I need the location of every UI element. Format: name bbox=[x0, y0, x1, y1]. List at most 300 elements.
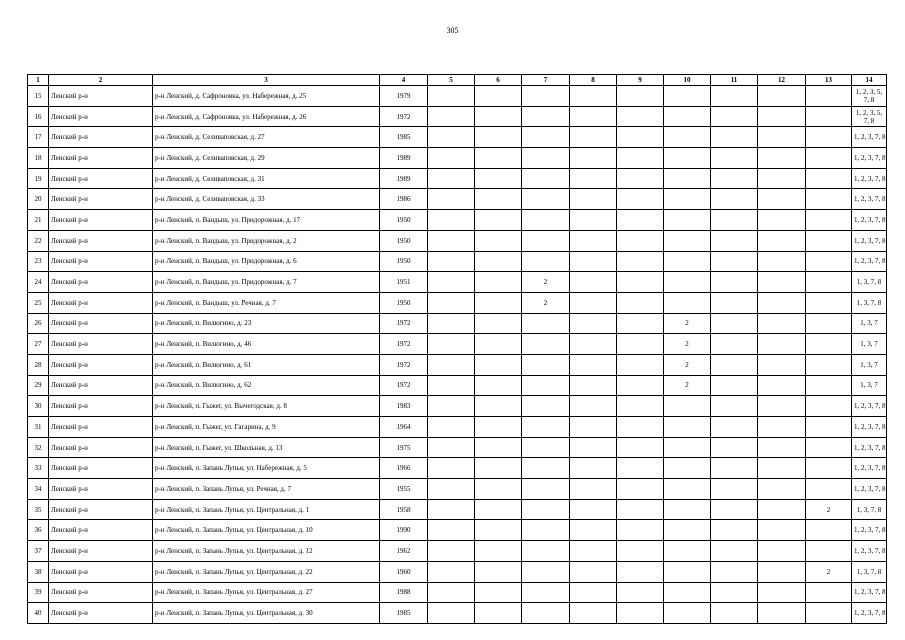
table-cell-col-7 bbox=[522, 251, 570, 272]
table-cell-col-7 bbox=[522, 210, 570, 231]
table-cell-col-3: р-н Ленский, д. Селиваповская, д. 33 bbox=[153, 189, 380, 210]
table-cell-col-10: 2 bbox=[664, 334, 711, 355]
table-cell-col-13 bbox=[806, 354, 852, 375]
table-cell-col-4: 1989 bbox=[380, 168, 428, 189]
table-cell-col-7 bbox=[522, 334, 570, 355]
table-cell-col-8 bbox=[570, 541, 617, 562]
table-cell-col-3: р-н Ленский, д. Сафроновка, ул. Набережная, д. 26 bbox=[153, 106, 380, 127]
table-cell-col-14: 1, 2, 3, 7, 8 bbox=[852, 417, 887, 438]
table-cell-col-10 bbox=[664, 437, 711, 458]
table-cell-col-8 bbox=[570, 396, 617, 417]
column-header-14: 14 bbox=[852, 75, 887, 86]
table-cell-col-12 bbox=[758, 251, 806, 272]
table-cell-col-11 bbox=[711, 417, 758, 438]
table-cell-col-8 bbox=[570, 313, 617, 334]
table-cell-col-5 bbox=[428, 582, 475, 603]
table-cell-col-12 bbox=[758, 127, 806, 148]
table-cell-col-14: 1, 2, 3, 7, 8 bbox=[852, 189, 887, 210]
table-cell-col-5 bbox=[428, 148, 475, 169]
table-cell-col-8 bbox=[570, 168, 617, 189]
table-cell-col-10 bbox=[664, 541, 711, 562]
column-header-7: 7 bbox=[522, 75, 570, 86]
table-cell-col-6 bbox=[475, 189, 522, 210]
table-cell-col-11 bbox=[711, 354, 758, 375]
table-cell-col-6 bbox=[475, 396, 522, 417]
table-cell-col-7: 2 bbox=[522, 272, 570, 293]
table-cell-col-10 bbox=[664, 458, 711, 479]
table-cell-col-1: 28 bbox=[28, 354, 49, 375]
table-cell-col-3: р-н Ленский, п. Вандыш, ул. Придорожная, д. 7 bbox=[153, 272, 380, 293]
table-cell-col-1: 22 bbox=[28, 230, 49, 251]
table-cell-col-8 bbox=[570, 479, 617, 500]
table-cell-col-3: р-н Ленский, п. Запань Лупья, ул. Центральная, д. 30 bbox=[153, 603, 380, 624]
table-cell-col-3: р-н Ленский, п. Запань Лупья, ул. Центральная, д. 22 bbox=[153, 561, 380, 582]
table-cell-col-5 bbox=[428, 417, 475, 438]
table-cell-col-13 bbox=[806, 396, 852, 417]
table-cell-col-9 bbox=[617, 354, 664, 375]
table-cell-col-4: 1986 bbox=[380, 189, 428, 210]
table-cell-col-6 bbox=[475, 561, 522, 582]
table-cell-col-8 bbox=[570, 603, 617, 624]
table-cell-col-14: 1, 2, 3, 7, 8 bbox=[852, 603, 887, 624]
table-cell-col-13 bbox=[806, 148, 852, 169]
table-row bbox=[28, 189, 887, 210]
table-cell-col-9 bbox=[617, 499, 664, 520]
table-cell-col-14: 1, 3, 7, 8 bbox=[852, 561, 887, 582]
table-cell-col-1: 38 bbox=[28, 561, 49, 582]
table-cell-col-6 bbox=[475, 603, 522, 624]
table-cell-col-13 bbox=[806, 168, 852, 189]
table-cell-col-13 bbox=[806, 251, 852, 272]
table-cell-col-7 bbox=[522, 168, 570, 189]
table-cell-col-10: 2 bbox=[664, 354, 711, 375]
table-cell-col-2: Ленский р-н bbox=[49, 106, 153, 127]
table-cell-col-5 bbox=[428, 479, 475, 500]
table-cell-col-4: 1950 bbox=[380, 292, 428, 313]
table-cell-col-9 bbox=[617, 189, 664, 210]
table-cell-col-8 bbox=[570, 354, 617, 375]
table-cell-col-10 bbox=[664, 292, 711, 313]
table-cell-col-1: 34 bbox=[28, 479, 49, 500]
table-cell-col-14: 1, 2, 3, 7, 8 bbox=[852, 148, 887, 169]
table-cell-col-8 bbox=[570, 189, 617, 210]
table-cell-col-10 bbox=[664, 168, 711, 189]
table-row bbox=[28, 375, 887, 396]
table-row bbox=[28, 313, 887, 334]
table-cell-col-7 bbox=[522, 458, 570, 479]
table-cell-col-13 bbox=[806, 86, 852, 107]
table-cell-col-13: 2 bbox=[806, 499, 852, 520]
table-cell-col-4: 1972 bbox=[380, 354, 428, 375]
column-header-2: 2 bbox=[49, 75, 153, 86]
table-cell-col-3: р-н Ленский, п. Вилюгино, д. 61 bbox=[153, 354, 380, 375]
table-cell-col-5 bbox=[428, 292, 475, 313]
table-cell-col-9 bbox=[617, 396, 664, 417]
table-cell-col-2: Ленский р-н bbox=[49, 189, 153, 210]
table-cell-col-6 bbox=[475, 272, 522, 293]
table-cell-col-8 bbox=[570, 437, 617, 458]
table-cell-col-11 bbox=[711, 396, 758, 417]
table-cell-col-4: 1979 bbox=[380, 86, 428, 107]
table-cell-col-5 bbox=[428, 603, 475, 624]
table-cell-col-2: Ленский р-н bbox=[49, 86, 153, 107]
table-cell-col-9 bbox=[617, 86, 664, 107]
table-cell-col-6 bbox=[475, 437, 522, 458]
table-cell-col-5 bbox=[428, 520, 475, 541]
table-cell-col-8 bbox=[570, 499, 617, 520]
table-row bbox=[28, 106, 887, 127]
table-cell-col-14: 1, 2, 3, 7, 8 bbox=[852, 582, 887, 603]
table-row bbox=[28, 354, 887, 375]
table-cell-col-3: р-н Ленский, п. Запань Лупья, ул. Центральная, д. 27 bbox=[153, 582, 380, 603]
table-row bbox=[28, 520, 887, 541]
table-cell-col-14: 1, 2, 3, 7, 8 bbox=[852, 127, 887, 148]
table-cell-col-6 bbox=[475, 334, 522, 355]
table-cell-col-3: р-н Ленский, п. Вандыш, ул. Придорожная, д. 17 bbox=[153, 210, 380, 231]
table-cell-col-2: Ленский р-н bbox=[49, 396, 153, 417]
table-cell-col-6 bbox=[475, 292, 522, 313]
table-cell-col-12 bbox=[758, 582, 806, 603]
table-cell-col-12 bbox=[758, 541, 806, 562]
table-cell-col-12 bbox=[758, 458, 806, 479]
table-cell-col-8 bbox=[570, 251, 617, 272]
table-cell-col-1: 17 bbox=[28, 127, 49, 148]
table-cell-col-12 bbox=[758, 210, 806, 231]
table-cell-col-12 bbox=[758, 272, 806, 293]
table-cell-col-10 bbox=[664, 582, 711, 603]
table-cell-col-3: р-н Ленский, д. Селиваповская, д. 29 bbox=[153, 148, 380, 169]
table-cell-col-1: 20 bbox=[28, 189, 49, 210]
table-cell-col-2: Ленский р-н bbox=[49, 251, 153, 272]
table-cell-col-12 bbox=[758, 106, 806, 127]
table-cell-col-5 bbox=[428, 251, 475, 272]
table-cell-col-8 bbox=[570, 520, 617, 541]
table-cell-col-1: 18 bbox=[28, 148, 49, 169]
table-cell-col-13 bbox=[806, 520, 852, 541]
column-header-12: 12 bbox=[758, 75, 806, 86]
table-row bbox=[28, 479, 887, 500]
table-cell-col-2: Ленский р-н bbox=[49, 437, 153, 458]
table-cell-col-4: 1955 bbox=[380, 479, 428, 500]
table-cell-col-5 bbox=[428, 561, 475, 582]
table-cell-col-13 bbox=[806, 189, 852, 210]
table-cell-col-8 bbox=[570, 127, 617, 148]
table-cell-col-7 bbox=[522, 86, 570, 107]
table-cell-col-8 bbox=[570, 292, 617, 313]
table-cell-col-4: 1958 bbox=[380, 499, 428, 520]
table-cell-col-2: Ленский р-н bbox=[49, 520, 153, 541]
table-cell-col-1: 24 bbox=[28, 272, 49, 293]
table-cell-col-10 bbox=[664, 86, 711, 107]
table-row bbox=[28, 458, 887, 479]
table-cell-col-4: 1990 bbox=[380, 520, 428, 541]
table-cell-col-6 bbox=[475, 354, 522, 375]
table-cell-col-10 bbox=[664, 251, 711, 272]
table-cell-col-3: р-н Ленский, п. Вилюгино, д. 46 bbox=[153, 334, 380, 355]
column-header-3: 3 bbox=[153, 75, 380, 86]
table-cell-col-9 bbox=[617, 541, 664, 562]
table-cell-col-12 bbox=[758, 189, 806, 210]
table-cell-col-1: 23 bbox=[28, 251, 49, 272]
table-cell-col-1: 29 bbox=[28, 375, 49, 396]
table-cell-col-3: р-н Ленский, п. Запань Лупья, ул. Центральная, д. 12 bbox=[153, 541, 380, 562]
table-cell-col-9 bbox=[617, 251, 664, 272]
table-cell-col-1: 39 bbox=[28, 582, 49, 603]
table-cell-col-3: р-н Ленский, п. Гыжег, ул. Гагарина, д. 9 bbox=[153, 417, 380, 438]
table-cell-col-10 bbox=[664, 106, 711, 127]
table-cell-col-9 bbox=[617, 127, 664, 148]
table-cell-col-14: 1, 3, 7 bbox=[852, 313, 887, 334]
table-cell-col-1: 16 bbox=[28, 106, 49, 127]
table-cell-col-3: р-н Ленский, п. Запань Лупья, ул. Речная, д. 7 bbox=[153, 479, 380, 500]
table-cell-col-12 bbox=[758, 479, 806, 500]
table-cell-col-13 bbox=[806, 272, 852, 293]
table-cell-col-4: 1962 bbox=[380, 541, 428, 562]
table-cell-col-2: Ленский р-н bbox=[49, 417, 153, 438]
table-cell-col-7 bbox=[522, 230, 570, 251]
table-row bbox=[28, 86, 887, 107]
table-cell-col-7 bbox=[522, 396, 570, 417]
table-cell-col-11 bbox=[711, 520, 758, 541]
table-cell-col-6 bbox=[475, 417, 522, 438]
table-cell-col-9 bbox=[617, 375, 664, 396]
table-cell-col-11 bbox=[711, 541, 758, 562]
table-cell-col-6 bbox=[475, 479, 522, 500]
table-cell-col-3: р-н Ленский, д. Селиваповская, д. 27 bbox=[153, 127, 380, 148]
table-cell-col-9 bbox=[617, 272, 664, 293]
table-cell-col-4: 1972 bbox=[380, 313, 428, 334]
table-cell-col-14: 1, 2, 3, 7, 8 bbox=[852, 168, 887, 189]
table-cell-col-12 bbox=[758, 292, 806, 313]
table-cell-col-11 bbox=[711, 272, 758, 293]
table-cell-col-1: 33 bbox=[28, 458, 49, 479]
table-cell-col-9 bbox=[617, 582, 664, 603]
table-cell-col-8 bbox=[570, 375, 617, 396]
table-cell-col-7 bbox=[522, 582, 570, 603]
column-header-13: 13 bbox=[806, 75, 852, 86]
column-header-5: 5 bbox=[428, 75, 475, 86]
table-cell-col-14: 1, 2, 3, 5, 7, 8 bbox=[852, 86, 887, 107]
table-cell-col-12 bbox=[758, 354, 806, 375]
table-cell-col-14: 1, 2, 3, 7, 8 bbox=[852, 458, 887, 479]
table-cell-col-12 bbox=[758, 520, 806, 541]
table-cell-col-6 bbox=[475, 230, 522, 251]
table-cell-col-14: 1, 2, 3, 5, 7, 8 bbox=[852, 106, 887, 127]
table-cell-col-7 bbox=[522, 189, 570, 210]
table-cell-col-1: 26 bbox=[28, 313, 49, 334]
table-cell-col-11 bbox=[711, 127, 758, 148]
table-cell-col-9 bbox=[617, 313, 664, 334]
table-cell-col-1: 31 bbox=[28, 417, 49, 438]
table-cell-col-7 bbox=[522, 127, 570, 148]
table-cell-col-3: р-н Ленский, п. Запань Лупья, ул. Набережная, д. 5 bbox=[153, 458, 380, 479]
table-cell-col-5 bbox=[428, 396, 475, 417]
table-cell-col-9 bbox=[617, 520, 664, 541]
table-cell-col-9 bbox=[617, 437, 664, 458]
table-cell-col-2: Ленский р-н bbox=[49, 148, 153, 169]
table-cell-col-6 bbox=[475, 313, 522, 334]
table-cell-col-1: 27 bbox=[28, 334, 49, 355]
table-cell-col-7 bbox=[522, 603, 570, 624]
table-cell-col-11 bbox=[711, 499, 758, 520]
table-cell-col-7 bbox=[522, 561, 570, 582]
table-cell-col-6 bbox=[475, 375, 522, 396]
table-cell-col-2: Ленский р-н bbox=[49, 292, 153, 313]
table-row bbox=[28, 417, 887, 438]
table-cell-col-2: Ленский р-н bbox=[49, 561, 153, 582]
table-cell-col-7 bbox=[522, 520, 570, 541]
table-cell-col-4: 1951 bbox=[380, 272, 428, 293]
table-cell-col-14: 1, 2, 3, 7, 8 bbox=[852, 541, 887, 562]
table-cell-col-8 bbox=[570, 230, 617, 251]
table-cell-col-10 bbox=[664, 396, 711, 417]
table-cell-col-10: 2 bbox=[664, 313, 711, 334]
table-cell-col-12 bbox=[758, 437, 806, 458]
table-cell-col-7 bbox=[522, 479, 570, 500]
table-cell-col-7: 2 bbox=[522, 292, 570, 313]
table-cell-col-10: 2 bbox=[664, 375, 711, 396]
table-cell-col-8 bbox=[570, 272, 617, 293]
column-header-6: 6 bbox=[475, 75, 522, 86]
table-cell-col-3: р-н Ленский, п. Запань Лупья, ул. Центральная, д. 1 bbox=[153, 499, 380, 520]
table-cell-col-9 bbox=[617, 458, 664, 479]
table-cell-col-12 bbox=[758, 417, 806, 438]
table-cell-col-6 bbox=[475, 520, 522, 541]
table-cell-col-12 bbox=[758, 168, 806, 189]
table-cell-col-5 bbox=[428, 354, 475, 375]
table-cell-col-13 bbox=[806, 417, 852, 438]
table-cell-col-4: 1950 bbox=[380, 210, 428, 231]
table-cell-col-6 bbox=[475, 582, 522, 603]
table-cell-col-4: 1950 bbox=[380, 251, 428, 272]
table-cell-col-4: 1983 bbox=[380, 396, 428, 417]
table-cell-col-9 bbox=[617, 230, 664, 251]
table-cell-col-2: Ленский р-н bbox=[49, 230, 153, 251]
table-cell-col-3: р-н Ленский, п. Вандыш, ул. Придорожная, д. 6 bbox=[153, 251, 380, 272]
table-cell-col-11 bbox=[711, 437, 758, 458]
table-cell-col-11 bbox=[711, 230, 758, 251]
table-cell-col-10 bbox=[664, 479, 711, 500]
table-cell-col-11 bbox=[711, 375, 758, 396]
column-header-1: 1 bbox=[28, 75, 49, 86]
table-cell-col-5 bbox=[428, 106, 475, 127]
table-cell-col-13 bbox=[806, 437, 852, 458]
table-cell-col-2: Ленский р-н bbox=[49, 375, 153, 396]
table-cell-col-4: 1966 bbox=[380, 458, 428, 479]
table-cell-col-10 bbox=[664, 148, 711, 169]
table-cell-col-5 bbox=[428, 334, 475, 355]
table-cell-col-14: 1, 2, 3, 7, 8 bbox=[852, 396, 887, 417]
table-cell-col-14: 1, 2, 3, 7, 8 bbox=[852, 251, 887, 272]
table-cell-col-12 bbox=[758, 499, 806, 520]
table-row bbox=[28, 292, 887, 313]
table-cell-col-6 bbox=[475, 106, 522, 127]
table-row bbox=[28, 396, 887, 417]
page-number: 305 bbox=[446, 26, 459, 35]
table-cell-col-8 bbox=[570, 86, 617, 107]
table-cell-col-7 bbox=[522, 499, 570, 520]
table-cell-col-6 bbox=[475, 148, 522, 169]
table-cell-col-7 bbox=[522, 354, 570, 375]
table-cell-col-1: 15 bbox=[28, 86, 49, 107]
table-cell-col-13 bbox=[806, 479, 852, 500]
table-cell-col-11 bbox=[711, 561, 758, 582]
table-cell-col-2: Ленский р-н bbox=[49, 479, 153, 500]
table-row bbox=[28, 561, 887, 582]
table-cell-col-2: Ленский р-н bbox=[49, 582, 153, 603]
table-cell-col-11 bbox=[711, 582, 758, 603]
table-cell-col-9 bbox=[617, 334, 664, 355]
table-row bbox=[28, 603, 887, 624]
table-cell-col-10 bbox=[664, 189, 711, 210]
table-cell-col-4: 1975 bbox=[380, 437, 428, 458]
table-cell-col-13 bbox=[806, 334, 852, 355]
table-cell-col-7 bbox=[522, 106, 570, 127]
data-table bbox=[27, 74, 887, 624]
table-cell-col-13 bbox=[806, 582, 852, 603]
table-cell-col-4: 1985 bbox=[380, 127, 428, 148]
table-cell-col-3: р-н Ленский, д. Сафроновка, ул. Набережная, д. 25 bbox=[153, 86, 380, 107]
table-cell-col-5 bbox=[428, 375, 475, 396]
table-cell-col-2: Ленский р-н bbox=[49, 541, 153, 562]
table-cell-col-8 bbox=[570, 458, 617, 479]
header-row bbox=[28, 75, 887, 86]
table-cell-col-11 bbox=[711, 106, 758, 127]
table-cell-col-14: 1, 3, 7 bbox=[852, 354, 887, 375]
table-cell-col-11 bbox=[711, 334, 758, 355]
table-cell-col-11 bbox=[711, 458, 758, 479]
table-cell-col-8 bbox=[570, 582, 617, 603]
table-cell-col-1: 37 bbox=[28, 541, 49, 562]
table-cell-col-9 bbox=[617, 292, 664, 313]
table-cell-col-3: р-н Ленский, п. Гыжег, ул. Школьная, д. 13 bbox=[153, 437, 380, 458]
table-cell-col-13 bbox=[806, 375, 852, 396]
table-cell-col-7 bbox=[522, 148, 570, 169]
column-header-8: 8 bbox=[570, 75, 617, 86]
table-cell-col-5 bbox=[428, 499, 475, 520]
table-cell-col-13 bbox=[806, 313, 852, 334]
table-cell-col-14: 1, 3, 7 bbox=[852, 334, 887, 355]
table-cell-col-3: р-н Ленский, п. Вилюгино, д. 62 bbox=[153, 375, 380, 396]
table-cell-col-11 bbox=[711, 292, 758, 313]
table-cell-col-2: Ленский р-н bbox=[49, 168, 153, 189]
column-header-11: 11 bbox=[711, 75, 758, 86]
table-cell-col-9 bbox=[617, 417, 664, 438]
table-cell-col-5 bbox=[428, 230, 475, 251]
table-cell-col-11 bbox=[711, 148, 758, 169]
table-cell-col-14: 1, 2, 3, 7, 8 bbox=[852, 230, 887, 251]
table-cell-col-5 bbox=[428, 86, 475, 107]
table-cell-col-6 bbox=[475, 458, 522, 479]
table-cell-col-10 bbox=[664, 127, 711, 148]
table-cell-col-2: Ленский р-н bbox=[49, 334, 153, 355]
table-cell-col-9 bbox=[617, 106, 664, 127]
table-cell-col-12 bbox=[758, 396, 806, 417]
table-cell-col-2: Ленский р-н bbox=[49, 603, 153, 624]
table-cell-col-9 bbox=[617, 603, 664, 624]
table-cell-col-10 bbox=[664, 561, 711, 582]
table-cell-col-5 bbox=[428, 272, 475, 293]
table-cell-col-13 bbox=[806, 106, 852, 127]
table-cell-col-1: 25 bbox=[28, 292, 49, 313]
column-header-10: 10 bbox=[664, 75, 711, 86]
table-cell-col-11 bbox=[711, 313, 758, 334]
table-cell-col-12 bbox=[758, 603, 806, 624]
table-cell-col-14: 1, 2, 3, 7, 8 bbox=[852, 210, 887, 231]
table-cell-col-14: 1, 2, 3, 7, 8 bbox=[852, 437, 887, 458]
table-cell-col-14: 1, 3, 7, 8 bbox=[852, 499, 887, 520]
table-cell-col-13 bbox=[806, 210, 852, 231]
